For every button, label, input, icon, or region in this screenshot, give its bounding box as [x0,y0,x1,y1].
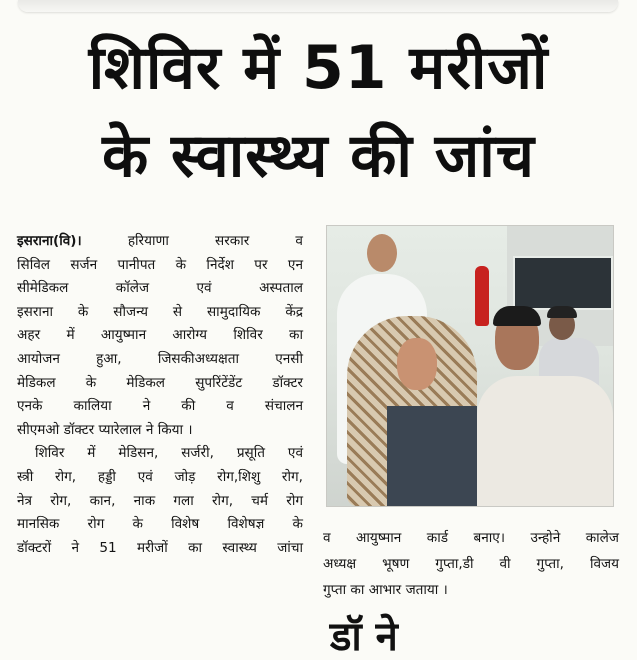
article-line: अध्यक्ष भूषण गुप्ता,डी वी गुप्ता, विजय [323,556,619,572]
article-line: गुप्ता का आभार जताया । [323,582,448,598]
article-line: मानसिक रोग के विशेष विशेषज्ञ के [17,516,303,533]
article-line: मेडिकल के मेडिकल सुपरिंटेंडेंट डॉक्टर [17,374,303,391]
article-line: सीमेडिकल कॉलेज एवं अस्पताल [17,280,303,297]
headline-line-1: शिविर में 51 मरीजों [88,33,549,103]
headline-line-2: के स्वास्थ्य की जांच [102,121,535,191]
dateline: इसराना(वि)। [17,233,82,249]
background-man-cap [547,306,577,318]
article-line: इसराना(वि)। हरियाणा सरकार व [17,233,303,249]
article-line: इसराना के सौजन्य से सामुदायिक केंद्र [17,303,303,320]
article-line: शिविर में मेडिसन, सर्जरी, प्रसूति एवं [35,445,303,462]
article-right-column [323,525,619,603]
article-line: आयोजन हुआ, जिसकीअध्यक्षता एनसी [17,350,303,367]
article-line: नेत्र रोग, कान, नाक गला रोग, चर्म रोग [17,492,303,509]
article-line: एनके कालिया ने की व संचालन [17,398,303,415]
article-line: सीएमओ डॉक्टर प्यारेलाल ने किया । [17,421,193,438]
doctor-hair [493,306,541,326]
article-line: डॉक्टरों ने 51 मरीजों का स्वास्थ्य जांचा [17,539,303,556]
camp-photo-image [326,225,614,507]
article-line: अहर में आयुष्मान आरोग्य शिविर का [17,327,303,344]
window [513,256,613,310]
article-line: व आयुष्मान कार्ड बनाए। उन्होने कालेज [323,530,619,546]
article-line: स्त्री रोग, हड्डी एवं जोड़ रोग,शिशु रोग, [17,468,303,485]
fire-extinguisher [475,266,489,326]
article-line: सिविल सर्जन पानीपत के निर्देश पर एन [17,256,303,273]
next-article-heading-fragment: डॉ ने [330,614,398,660]
nurse-head [367,234,397,272]
previous-article-edge [18,0,618,12]
patient-face [397,338,437,390]
patient-dress [387,406,477,506]
doctor-figure [477,376,613,506]
article-left-column [17,230,303,560]
